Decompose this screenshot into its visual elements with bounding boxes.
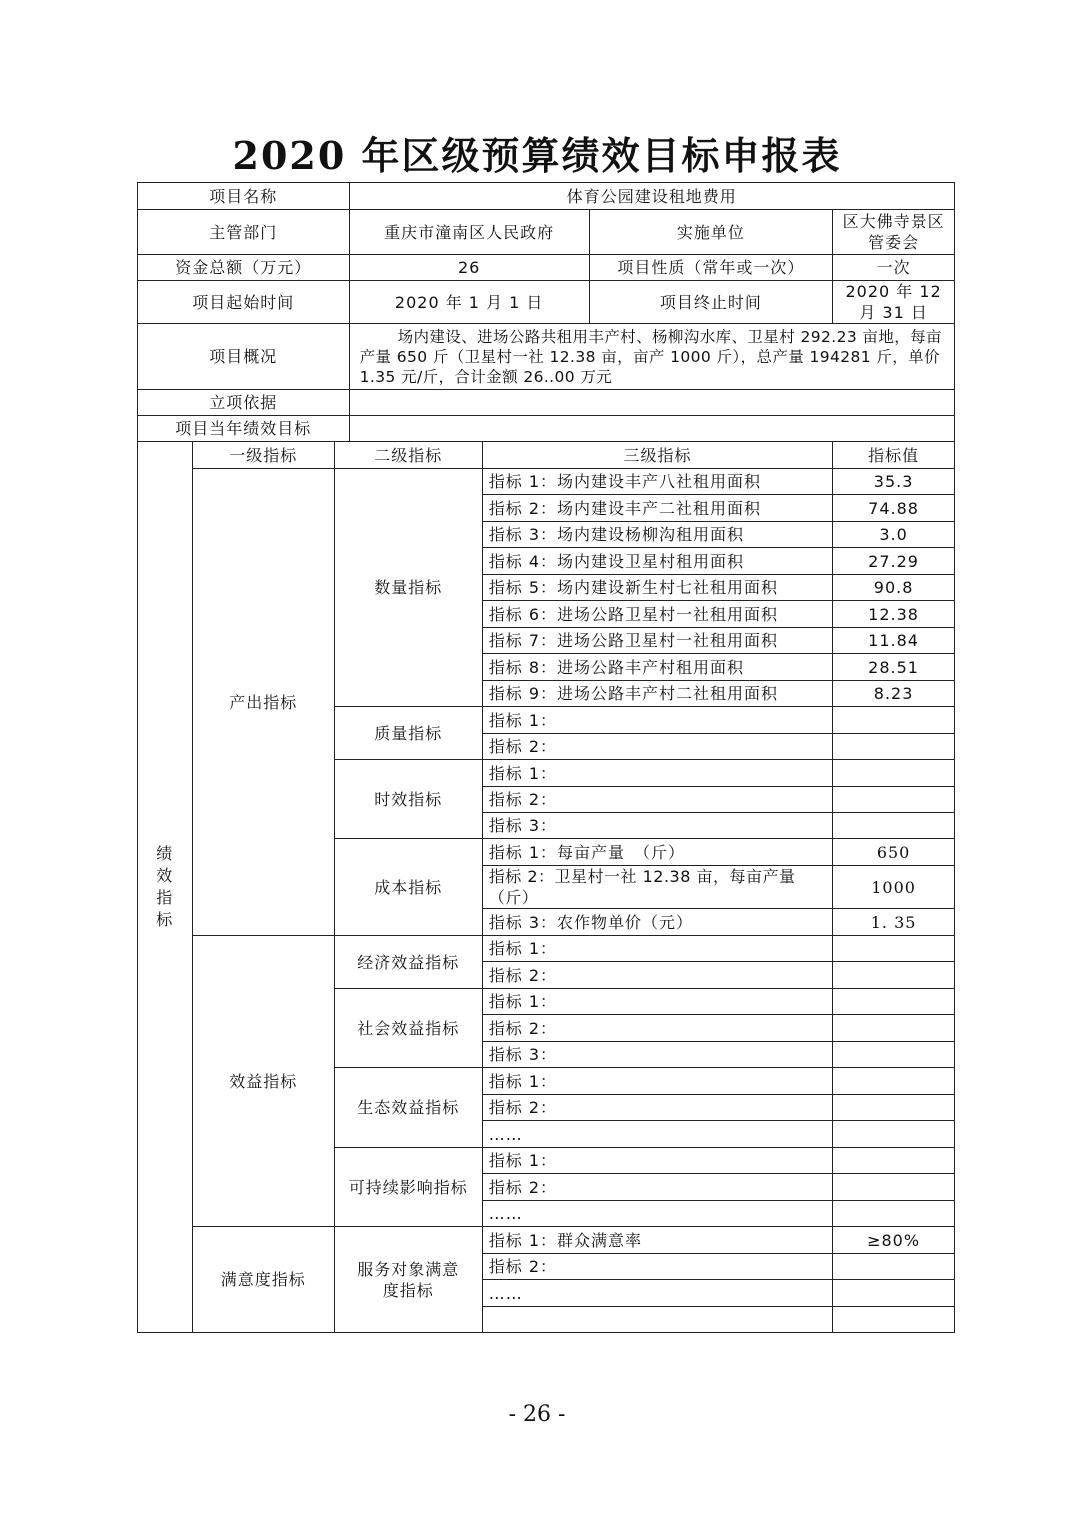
col-level1: 一级指标	[192, 442, 334, 469]
indicator-name: 指标 2：场内建设丰产二社租用面积	[482, 495, 832, 522]
indicator-name: 指标 8：进场公路丰产村租用面积	[482, 654, 832, 681]
cost-indicator-label: 成本指标	[334, 839, 482, 936]
indicator-value: 12.38	[833, 601, 955, 628]
indicator-value	[833, 989, 955, 1015]
indicator-name: 指标 3：场内建设杨柳沟租用面积	[482, 522, 832, 548]
indicator-header-row	[138, 442, 955, 469]
col-level3: 三级指标	[482, 442, 832, 469]
indicator-value: 11.84	[833, 628, 955, 654]
indicator-value	[833, 1042, 955, 1068]
indicator-name: 指标 2：	[482, 1015, 832, 1042]
indicator-name: 指标 2：	[482, 787, 832, 813]
indicator-value	[833, 936, 955, 962]
goal-label: 项目当年绩效目标	[138, 416, 350, 442]
indicator-name: 指标 2：	[482, 1095, 832, 1121]
timeliness-indicator-label: 时效指标	[334, 760, 482, 839]
indicator-name: 指标 5：场内建设新生村七社租用面积	[482, 575, 832, 601]
indicator-value	[833, 1015, 955, 1042]
indicator-name: 指标 2：	[482, 734, 832, 760]
indicator-value: 27.29	[833, 548, 955, 575]
row-dates	[138, 281, 955, 324]
indicator-value	[833, 787, 955, 813]
indicator-value: 650	[833, 839, 955, 866]
indicator-name: 指标 6：进场公路卫星村一社租用面积	[482, 601, 832, 628]
indicator-value: 1000	[833, 866, 955, 909]
row-fund	[138, 255, 955, 281]
indicator-name: 指标 1：	[482, 1148, 832, 1174]
overview-value: 场内建设、进场公路共租用丰产村、杨柳沟水库、卫星村 292.23 亩地，每亩产量 650 斤（卫星村一社 12.38 亩，亩产 1000 斤），总产量 194281 斤，单价 1.35 元/斤，合计金额 26..00 万元	[349, 324, 954, 390]
goal-value	[349, 416, 954, 442]
indicator-value	[833, 962, 955, 989]
end-value: 2020 年 12 月 31 日	[833, 281, 955, 324]
indicator-name: 指标 1：	[482, 936, 832, 962]
indicator-value	[833, 1068, 955, 1095]
indicator-name: 指标 1：场内建设丰产八社租用面积	[482, 469, 832, 495]
col-level2: 二级指标	[334, 442, 482, 469]
indicator-name: 指标 9：进场公路丰产村二社租用面积	[482, 681, 832, 707]
unit-value: 区大佛寺景区管委会	[833, 210, 955, 255]
indicator-name: 指标 2：	[482, 1174, 832, 1201]
start-label: 项目起始时间	[138, 281, 350, 324]
indicator-name: ……	[482, 1280, 832, 1307]
indicator-value	[833, 734, 955, 760]
indicator-value	[833, 707, 955, 734]
end-label: 项目终止时间	[589, 281, 832, 324]
table-row	[138, 936, 955, 962]
page-number: - 26 -	[508, 1402, 566, 1427]
budget-form-table	[137, 182, 955, 1333]
indicator-name: 指标 1：	[482, 707, 832, 734]
indicator-value	[833, 1307, 955, 1333]
indicator-value: 28.51	[833, 654, 955, 681]
project-name-label: 项目名称	[138, 183, 350, 210]
indicator-name: ……	[482, 1121, 832, 1148]
benefit-indicator-label: 效益指标	[192, 936, 334, 1227]
indicator-name: 指标 1：	[482, 1068, 832, 1095]
indicator-value: 35.3	[833, 469, 955, 495]
row-goal	[138, 416, 955, 442]
sustainable-indicator-label: 可持续影响指标	[334, 1148, 482, 1227]
indicator-value	[833, 760, 955, 787]
indicator-name	[482, 1307, 832, 1333]
overview-label: 项目概况	[138, 324, 350, 390]
indicator-name: 指标 3：	[482, 1042, 832, 1068]
indicator-value	[833, 1121, 955, 1148]
indicator-value: 74.88	[833, 495, 955, 522]
indicator-value	[833, 1201, 955, 1227]
project-name-value: 体育公园建设租地费用	[349, 183, 954, 210]
indicator-name: 指标 4：场内建设卫星村租用面积	[482, 548, 832, 575]
economic-indicator-label: 经济效益指标	[334, 936, 482, 989]
nature-label: 项目性质（常年或一次）	[589, 255, 832, 281]
indicator-section-label: 绩效指标	[138, 442, 193, 1333]
row-overview	[138, 324, 955, 390]
fund-label: 资金总额（万元）	[138, 255, 350, 281]
indicator-name: 指标 2：	[482, 962, 832, 989]
fund-value: 26	[349, 255, 589, 281]
page-title: 2020 年区级预算绩效目标申报表	[232, 133, 842, 178]
basis-value	[349, 390, 954, 416]
indicator-value: 3.0	[833, 522, 955, 548]
indicator-name: 指标 2：卫星村一社 12.38 亩，每亩产量 （斤）	[482, 866, 832, 909]
service-indicator-label: 服务对象满意度指标	[334, 1227, 482, 1333]
table-row	[138, 1227, 955, 1254]
start-value: 2020 年 1 月 1 日	[349, 281, 589, 324]
indicator-value: ≥80%	[833, 1227, 955, 1254]
quantity-indicator-label: 数量指标	[334, 469, 482, 707]
row-department	[138, 210, 955, 255]
unit-label: 实施单位	[589, 210, 832, 255]
dept-label: 主管部门	[138, 210, 350, 255]
indicator-value	[833, 813, 955, 839]
indicator-value: 8.23	[833, 681, 955, 707]
indicator-name: 指标 3：	[482, 813, 832, 839]
indicator-value	[833, 1095, 955, 1121]
ecological-indicator-label: 生态效益指标	[334, 1068, 482, 1148]
indicator-name: 指标 1：	[482, 989, 832, 1015]
indicator-name: 指标 1：群众满意率	[482, 1227, 832, 1254]
output-indicator-label: 产出指标	[192, 469, 334, 936]
indicator-name: 指标 3：农作物单价（元）	[482, 909, 832, 936]
indicator-value	[833, 1280, 955, 1307]
dept-value: 重庆市潼南区人民政府	[349, 210, 589, 255]
indicator-value	[833, 1148, 955, 1174]
indicator-name: 指标 1：	[482, 760, 832, 787]
basis-label: 立项依据	[138, 390, 350, 416]
table-row	[138, 469, 955, 495]
indicator-value	[833, 1174, 955, 1201]
nature-value: 一次	[833, 255, 955, 281]
row-project-name	[138, 183, 955, 210]
indicator-value: 90.8	[833, 575, 955, 601]
col-value: 指标值	[833, 442, 955, 469]
row-basis	[138, 390, 955, 416]
indicator-name: 指标 7：进场公路卫星村一社租用面积	[482, 628, 832, 654]
indicator-name: 指标 2：	[482, 1254, 832, 1280]
quality-indicator-label: 质量指标	[334, 707, 482, 760]
indicator-value: 1. 35	[833, 909, 955, 936]
social-indicator-label: 社会效益指标	[334, 989, 482, 1068]
indicator-name: 指标 1：每亩产量 （斤）	[482, 839, 832, 866]
satisfaction-indicator-label: 满意度指标	[192, 1227, 334, 1333]
indicator-name: ……	[482, 1201, 832, 1227]
indicator-value	[833, 1254, 955, 1280]
